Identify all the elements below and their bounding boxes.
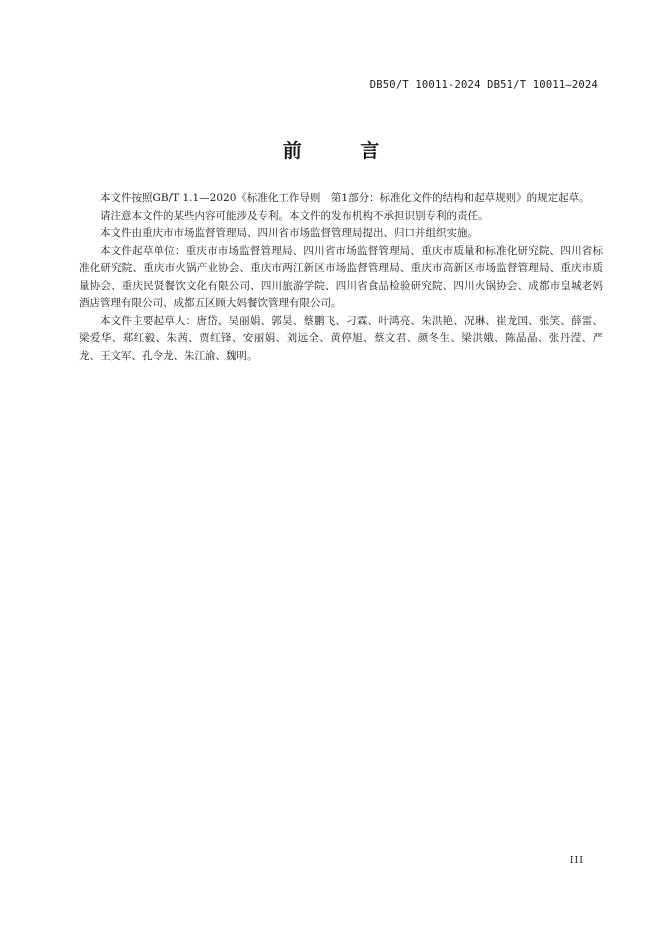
paragraph-drafting-rules: 本文件按照GB/T 1.1—2020《标准化工作导则 第1部分：标准化文件的结构和起草规则》的规定起草。 <box>100 192 590 204</box>
page-number: III <box>569 855 584 866</box>
document-code: DB50/T 10011-2024 DB51/T 10011—2024 <box>369 79 598 91</box>
paragraph-drafting-units: 本文件起草单位：重庆市市场监督管理局、四川省市场监督管理局、重庆市质量和标准化研究院、四川省标准化研究院、重庆市火锅产业协会、重庆市两江新区市场监督管理局、重庆市高新区市场监督管理局、重庆市质量协会、重庆民贤餐饮文化有限公司、四川旅游学院、四川省食品检验研究院、四川火锅协会、成都市皇城老妈酒店管理有限公司、成都五区顾大妈餐饮管理有限公司。 <box>79 244 603 309</box>
paragraph-drafters: 本文件主要起草人：唐岱、吴丽娟、郭昊、蔡鹏飞、刁霖、叶鸿亮、朱洪艳、况琳、崔龙国、张笑、薛雷、梁爱华、郑红毅、朱茜、贾红锋、安丽娟、刘远全、黄停旭、蔡文君、颜冬生、梁洪娥、陈晶晶、张丹滢、严龙、王文军、孔令龙、朱江渝、魏明。 <box>79 314 603 362</box>
paragraph-proposer: 本文件由重庆市市场监督管理局、四川省市场监督管理局提出、归口并组织实施。 <box>100 227 478 239</box>
page-title: 前 言 <box>282 140 406 162</box>
paragraph-patent-notice: 请注意本文件的某些内容可能涉及专利。本文件的发布机构不承担识别专利的责任。 <box>100 209 489 222</box>
preface-body <box>79 190 603 365</box>
